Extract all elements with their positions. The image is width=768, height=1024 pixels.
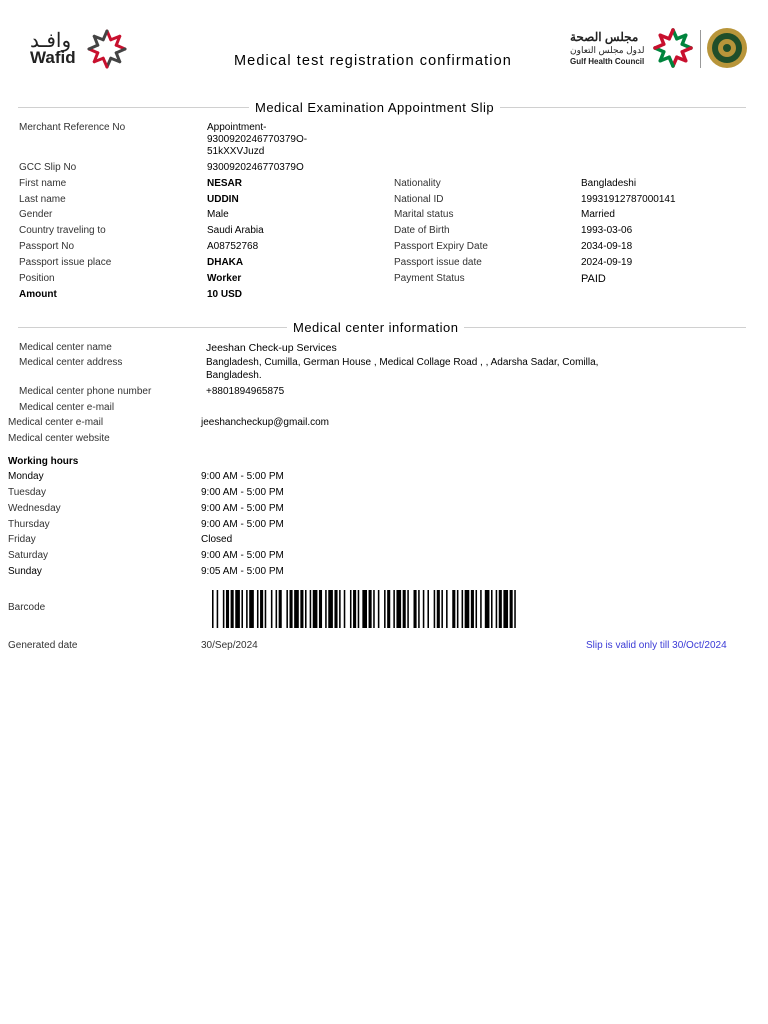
passport-no-value: A08752768: [207, 241, 259, 252]
barcode-bar: [384, 590, 386, 628]
generated-date-value: 30/Sep/2024: [201, 640, 258, 651]
marital-status-label: Marital status: [394, 209, 454, 220]
barcode-bar: [499, 590, 502, 628]
day-label: Monday: [8, 471, 44, 482]
barcode-bar: [503, 590, 508, 628]
position-value: Worker: [207, 273, 242, 284]
country-value: Saudi Arabia: [207, 225, 264, 236]
barcode-bar: [452, 590, 455, 628]
dob-value: 1993-03-06: [581, 225, 633, 236]
day-hours: Closed: [201, 534, 233, 545]
barcode-label: Barcode: [8, 602, 46, 613]
barcode-bar: [217, 590, 219, 628]
barcode-bar: [276, 590, 278, 628]
gender-value: Male: [207, 209, 229, 220]
barcode-bar: [300, 590, 303, 628]
generated-date-label: Generated date: [8, 640, 78, 651]
nationality-value: Bangladeshi: [581, 178, 637, 189]
barcode-bar: [313, 590, 318, 628]
passport-expiry-value: 2034-09-18: [581, 241, 633, 252]
day-label: Wednesday: [8, 503, 61, 514]
day-hours: 9:00 AM - 5:00 PM: [201, 519, 284, 530]
page-title: Medical test registration confirmation: [234, 53, 512, 69]
barcode-bar: [403, 590, 406, 628]
country-label: Country traveling to: [19, 225, 106, 236]
nationality-label: Nationality: [394, 178, 441, 189]
working-hours-title: Working hours: [8, 456, 79, 467]
center-section-title: Medical center information: [287, 320, 464, 335]
first-name-value: NESAR: [207, 178, 243, 189]
payment-status-value: PAID: [581, 273, 606, 285]
barcode-bar: [393, 590, 395, 628]
center-phone-label: Medical center phone number: [19, 386, 152, 397]
merchant-ref-line: Appointment-: [207, 122, 267, 133]
barcode-bar: [423, 590, 425, 628]
wafid-star-logo-icon: [86, 28, 128, 70]
wafid-english-wordmark: Wafid: [30, 48, 76, 67]
payment-status-label: Payment Status: [394, 273, 465, 284]
day-label: Saturday: [8, 550, 49, 561]
marital-status-value: Married: [581, 209, 615, 220]
national-id-value: 19931912787000141: [581, 194, 676, 205]
merchant-ref-label: Merchant Reference No: [19, 122, 126, 133]
barcode-bar: [344, 590, 346, 628]
barcode-bar: [265, 590, 267, 628]
merchant-ref-line: 51kXXVJuzd: [207, 146, 265, 157]
barcode-bar: [418, 590, 420, 628]
barcode-bar: [305, 590, 307, 628]
center-name-value: Jeeshan Check-up Services: [206, 342, 337, 354]
barcode-bar: [290, 590, 293, 628]
day-hours: 9:00 AM - 5:00 PM: [201, 550, 284, 561]
passport-issue-date-value: 2024-09-19: [581, 257, 633, 268]
gcc-slip-value: 9300920246770379O: [207, 162, 304, 173]
barcode-bar: [480, 590, 482, 628]
barcode-bar: [294, 590, 299, 628]
barcode-bar: [441, 590, 443, 628]
barcode-bar: [339, 590, 341, 628]
gcc-slip-label: GCC Slip No: [19, 162, 77, 173]
barcode-bar: [231, 590, 234, 628]
center-address-line: Bangladesh.: [206, 370, 262, 381]
barcode-bar: [434, 590, 436, 628]
barcode-bar: [279, 590, 282, 628]
ghc-arabic-name: مجلس الصحة: [570, 30, 639, 44]
passport-place-value: DHAKA: [207, 257, 244, 268]
last-name-label: Last name: [19, 194, 66, 205]
barcode-bar: [396, 590, 401, 628]
barcode-bar: [373, 590, 375, 628]
dob-label: Date of Birth: [394, 225, 450, 236]
barcode-bar: [241, 590, 243, 628]
barcode-bar: [414, 590, 417, 628]
ghc-star-logo-icon: [652, 27, 694, 69]
barcode-bar: [319, 590, 322, 628]
barcode-bar: [362, 590, 367, 628]
day-hours: 9:00 AM - 5:00 PM: [201, 487, 284, 498]
barcode-bar: [427, 590, 429, 628]
first-name-label: First name: [19, 178, 67, 189]
barcode-bar: [387, 590, 390, 628]
barcode-bar: [369, 590, 372, 628]
last-name-value: UDDIN: [207, 194, 239, 205]
center-phone-value: +8801894965875: [206, 386, 285, 397]
barcode-bar: [457, 590, 459, 628]
barcode-bar: [491, 590, 493, 628]
passport-place-label: Passport issue place: [19, 257, 112, 268]
ghc-arabic-subtitle: لدول مجلس التعاون: [570, 45, 645, 55]
amount-label: Amount: [19, 289, 57, 300]
position-label: Position: [19, 273, 55, 284]
day-hours: 9:00 AM - 5:00 PM: [201, 471, 284, 482]
barcode-bar: [496, 590, 498, 628]
center-address-line: Bangladesh, Cumilla, German House , Medical Collage Road , , Adarsha Sadar, Comilla,: [206, 357, 599, 368]
day-hours: 9:00 AM - 5:00 PM: [201, 503, 284, 514]
barcode-bar: [462, 590, 464, 628]
barcode-bar: [510, 590, 513, 628]
barcode-bar: [235, 590, 240, 628]
day-label: Friday: [8, 534, 36, 545]
barcode-bar: [358, 590, 360, 628]
center-website-label: Medical center website: [8, 433, 110, 444]
center-email-label: Medical center e-mail: [19, 402, 115, 413]
gender-label: Gender: [19, 209, 53, 220]
barcode-bar: [437, 590, 440, 628]
passport-no-label: Passport No: [19, 241, 75, 252]
barcode-bar: [407, 590, 409, 628]
barcode-bar: [257, 590, 259, 628]
barcode-bar: [350, 590, 352, 628]
barcode-bar: [471, 590, 474, 628]
header-divider: [700, 30, 701, 68]
center-email-value[interactable]: jeeshancheckup@gmail.com: [201, 417, 329, 428]
wafid-arabic-wordmark: وافـد: [30, 30, 72, 52]
barcode-bar: [353, 590, 356, 628]
slip-section-title: Medical Examination Appointment Slip: [249, 100, 500, 115]
star-segment: [103, 31, 107, 40]
barcode-bar: [465, 590, 470, 628]
barcode-bar: [514, 590, 516, 628]
star-segment: [669, 30, 673, 39]
day-hours: 9:05 AM - 5:00 PM: [201, 566, 284, 577]
day-label: Tuesday: [8, 487, 46, 498]
ghc-english-name: Gulf Health Council: [570, 57, 645, 66]
gcc-emblem-icon: [706, 27, 748, 69]
barcode-bar: [260, 590, 263, 628]
barcode-bar: [378, 590, 380, 628]
day-label: Thursday: [8, 519, 50, 530]
barcode-bar: [476, 590, 478, 628]
barcode-bar: [325, 590, 327, 628]
barcode-bar: [334, 590, 337, 628]
barcode-bar: [485, 590, 490, 628]
amount-value: 10 USD: [207, 289, 243, 300]
barcode-bar: [271, 590, 273, 628]
national-id-label: National ID: [394, 194, 444, 205]
barcode-bar: [328, 590, 333, 628]
barcode-bar: [246, 590, 248, 628]
barcode-bar: [226, 590, 229, 628]
barcode: [212, 590, 624, 628]
slip-validity-note: Slip is valid only till 30/Oct/2024: [586, 640, 727, 651]
center-name-label: Medical center name: [19, 342, 112, 353]
barcode-bar: [446, 590, 448, 628]
center-email-label: Medical center e-mail: [8, 417, 104, 428]
barcode-bar: [286, 590, 288, 628]
barcode-bar: [223, 590, 225, 628]
passport-expiry-label: Passport Expiry Date: [394, 241, 488, 252]
passport-issue-date-label: Passport issue date: [394, 257, 482, 268]
barcode-bar: [212, 590, 214, 628]
day-label: Sunday: [8, 566, 42, 577]
merchant-ref-line: 9300920246770379O-: [207, 134, 308, 145]
barcode-bar: [249, 590, 254, 628]
center-address-label: Medical center address: [19, 357, 123, 368]
barcode-bar: [310, 590, 312, 628]
